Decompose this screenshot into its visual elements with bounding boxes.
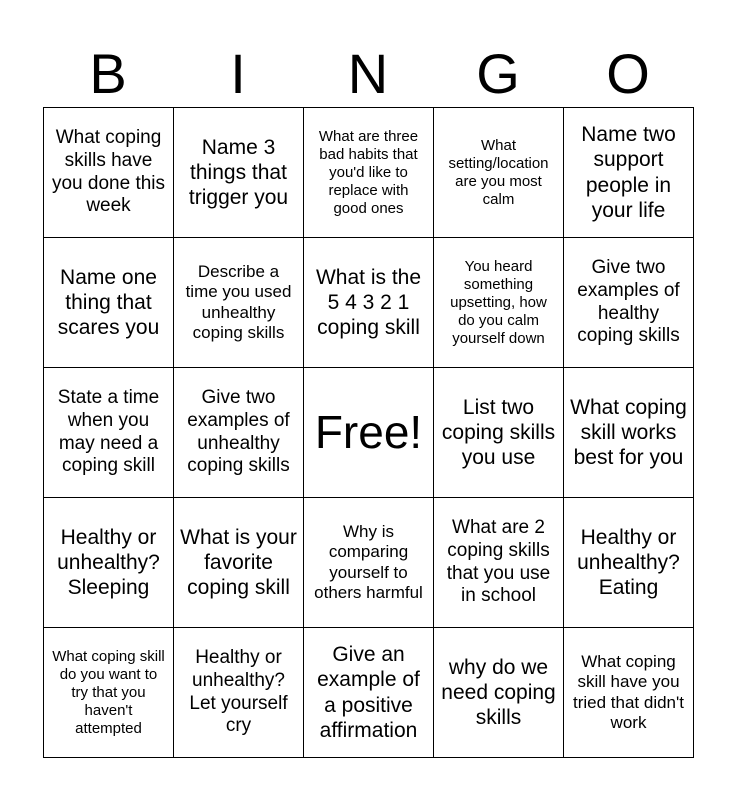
cell-text: You heard something upsetting, how do you calm yourself down	[450, 257, 547, 347]
bingo-cell[interactable]	[174, 238, 304, 368]
cell-text: What is the 5 4 3 2 1 coping skill	[315, 265, 422, 340]
cell-text: State a time when you may need a coping skill	[57, 386, 160, 477]
bingo-cell[interactable]	[304, 628, 434, 758]
bingo-cell[interactable]	[564, 628, 694, 758]
header-letter-n: N	[347, 42, 389, 105]
grid-row	[44, 368, 694, 498]
bingo-header	[43, 42, 693, 106]
bingo-cell[interactable]	[564, 238, 694, 368]
bingo-cell[interactable]	[434, 498, 564, 628]
bingo-cell[interactable]	[304, 238, 434, 368]
cell-text: What is your favorite coping skill	[180, 525, 297, 600]
bingo-cell[interactable]	[174, 498, 304, 628]
bingo-grid	[43, 107, 694, 758]
bingo-cell[interactable]	[44, 498, 174, 628]
bingo-cell[interactable]	[44, 628, 174, 758]
bingo-cell[interactable]	[174, 368, 304, 498]
free-space-text: Free!	[314, 405, 423, 458]
bingo-cell[interactable]	[434, 238, 564, 368]
cell-text: Give two examples of healthy coping skills	[577, 256, 680, 347]
grid-row	[44, 238, 694, 368]
cell-text: Healthy or unhealthy? Eating	[577, 525, 680, 600]
bingo-cell[interactable]	[434, 628, 564, 758]
header-letter-b: B	[89, 42, 127, 105]
bingo-cell[interactable]	[44, 238, 174, 368]
bingo-cell[interactable]	[564, 108, 694, 238]
cell-text: What coping skills have you done this week	[51, 126, 166, 217]
cell-text: What are 2 coping skills that you use in school	[446, 516, 551, 607]
header-letter-o: O	[606, 42, 650, 105]
header-letter-g: G	[476, 42, 520, 105]
cell-text: Name one thing that scares you	[57, 265, 160, 340]
bingo-cell[interactable]	[44, 368, 174, 498]
cell-text: why do we need coping skills	[441, 655, 556, 730]
cell-text: Name 3 things that trigger you	[188, 135, 289, 210]
bingo-cell[interactable]	[564, 368, 694, 498]
bingo-cell[interactable]	[564, 498, 694, 628]
grid-row	[44, 108, 694, 238]
cell-text: Why is comparing yourself to others harmful	[314, 521, 423, 602]
bingo-cell[interactable]	[174, 628, 304, 758]
bingo-cell[interactable]	[304, 108, 434, 238]
cell-text: Describe a time you used unhealthy coping skills	[185, 261, 292, 342]
cell-text: What setting/location are you most calm	[448, 136, 549, 208]
header-letter-i: I	[230, 42, 246, 105]
bingo-cell[interactable]	[174, 108, 304, 238]
cell-text: What coping skill works best for you	[570, 395, 687, 470]
bingo-cell[interactable]	[434, 108, 564, 238]
cell-text: What coping skill do you want to try that you haven't attempted	[52, 647, 165, 737]
cell-text: Give an example of a positive affirmation	[317, 643, 420, 742]
free-space-cell[interactable]	[304, 368, 434, 498]
bingo-cell[interactable]	[434, 368, 564, 498]
cell-text: Healthy or unhealthy? Let yourself cry	[189, 646, 288, 737]
cell-text: Healthy or unhealthy? Sleeping	[57, 525, 160, 600]
grid-row	[44, 498, 694, 628]
cell-text: List two coping skills you use	[441, 395, 556, 470]
bingo-cell[interactable]	[44, 108, 174, 238]
grid-row	[44, 628, 694, 758]
cell-text: What coping skill have you tried that didn't work	[573, 651, 684, 732]
bingo-cell[interactable]	[304, 498, 434, 628]
cell-text: What are three bad habits that you'd like to replace with good ones	[318, 127, 419, 217]
cell-text: Name two support people in your life	[581, 123, 676, 222]
cell-text: Give two examples of unhealthy coping skills	[187, 386, 290, 477]
